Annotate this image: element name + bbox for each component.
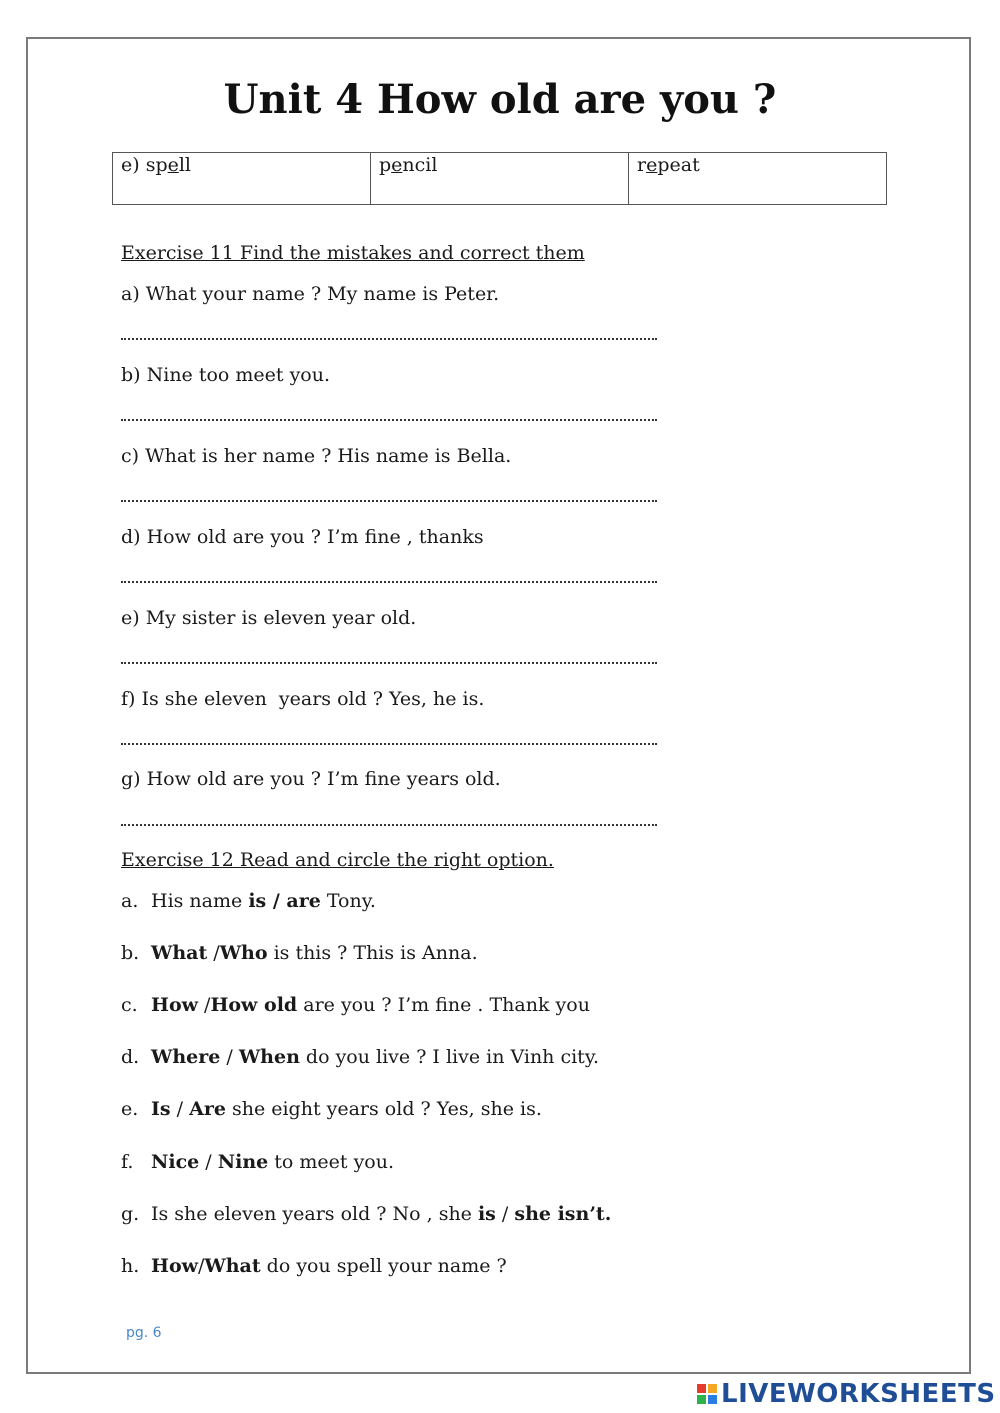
option-choice-1[interactable]: Nice (151, 1151, 200, 1173)
exercise-12-item-c: c. How /How old are you ? I’m fine . Thank you (121, 994, 590, 1016)
answer-line-g[interactable] (121, 824, 657, 826)
option-choice[interactable]: is / are (248, 890, 321, 912)
page-number: pg. 6 (126, 1325, 162, 1341)
answer-line-c[interactable] (121, 500, 657, 502)
logo-square-green (697, 1395, 706, 1404)
brand-name: LIVEWORKSHEETS (721, 1379, 996, 1409)
exercise-12-item-b: b. What /Who is this ? This is Anna. (121, 942, 478, 964)
exercise-12-item-a: a. His name is / are Tony. (121, 890, 376, 912)
exercise-11-item-f: f) Is she eleven years old ? Yes, he is. (121, 688, 485, 710)
exercise-12-item-f: f. Nice / Nine to meet you. (121, 1151, 395, 1173)
exercise-12-heading: Exercise 12 Read and circle the right option. (121, 849, 554, 871)
logo-square-blue (708, 1395, 717, 1404)
option-choice-2[interactable]: Who (219, 942, 268, 964)
option-choice-2[interactable]: Nine (217, 1151, 269, 1173)
sound-cell-2: pencil (371, 153, 629, 205)
exercise-11-item-b: b) Nine too meet you. (121, 364, 331, 386)
exercise-11-item-c: c) What is her name ? His name is Bella. (121, 445, 512, 467)
exercise-12-item-e: e. Is / Are she eight years old ? Yes, she is. (121, 1098, 542, 1120)
logo-square-orange (708, 1384, 717, 1393)
answer-line-d[interactable] (121, 581, 657, 583)
exercise-11-heading: Exercise 11 Find the mistakes and correct them (121, 242, 585, 264)
sound-cell-1: e) spell (113, 153, 371, 205)
option-choice-2[interactable]: she isn’t. (514, 1203, 612, 1225)
logo-grid-icon (697, 1384, 717, 1404)
page-title: Unit 4 How old are you ? (223, 76, 777, 123)
option-choice-1[interactable]: is (477, 1203, 496, 1225)
option-choice-1[interactable]: Where (151, 1046, 221, 1068)
logo-square-red (697, 1384, 706, 1393)
exercise-11-item-e: e) My sister is eleven year old. (121, 607, 417, 629)
answer-line-f[interactable] (121, 743, 657, 745)
sound-cell-3: repeat (629, 153, 887, 205)
answer-line-a[interactable] (121, 338, 657, 340)
exercise-12-item-d: d. Where / When do you live ? I live in Vinh city. (121, 1046, 600, 1068)
liveworksheets-logo[interactable] (697, 1378, 996, 1410)
sound-table (112, 152, 887, 205)
exercise-11-item-a: a) What your name ? My name is Peter. (121, 283, 500, 305)
exercise-12-item-g: g. Is she eleven years old ? No , she is / she isn’t. (121, 1203, 612, 1225)
option-choice-1[interactable]: How (151, 994, 198, 1016)
option-choice-2[interactable]: How old (210, 994, 298, 1016)
option-choice-2[interactable]: What (204, 1255, 261, 1277)
exercise-12-item-h: h. How/What do you spell your name ? (121, 1255, 507, 1277)
answer-line-e[interactable] (121, 662, 657, 664)
option-choice-2[interactable]: Are (189, 1098, 226, 1120)
option-choice-1[interactable]: Is (151, 1098, 171, 1120)
option-choice-1[interactable]: What (151, 942, 208, 964)
exercise-11-item-d: d) How old are you ? I’m fine , thanks (121, 526, 484, 548)
option-choice-1[interactable]: How (151, 1255, 198, 1277)
answer-line-b[interactable] (121, 419, 657, 421)
option-choice-2[interactable]: When (238, 1046, 300, 1068)
exercise-11-item-g: g) How old are you ? I’m fine years old. (121, 768, 501, 790)
